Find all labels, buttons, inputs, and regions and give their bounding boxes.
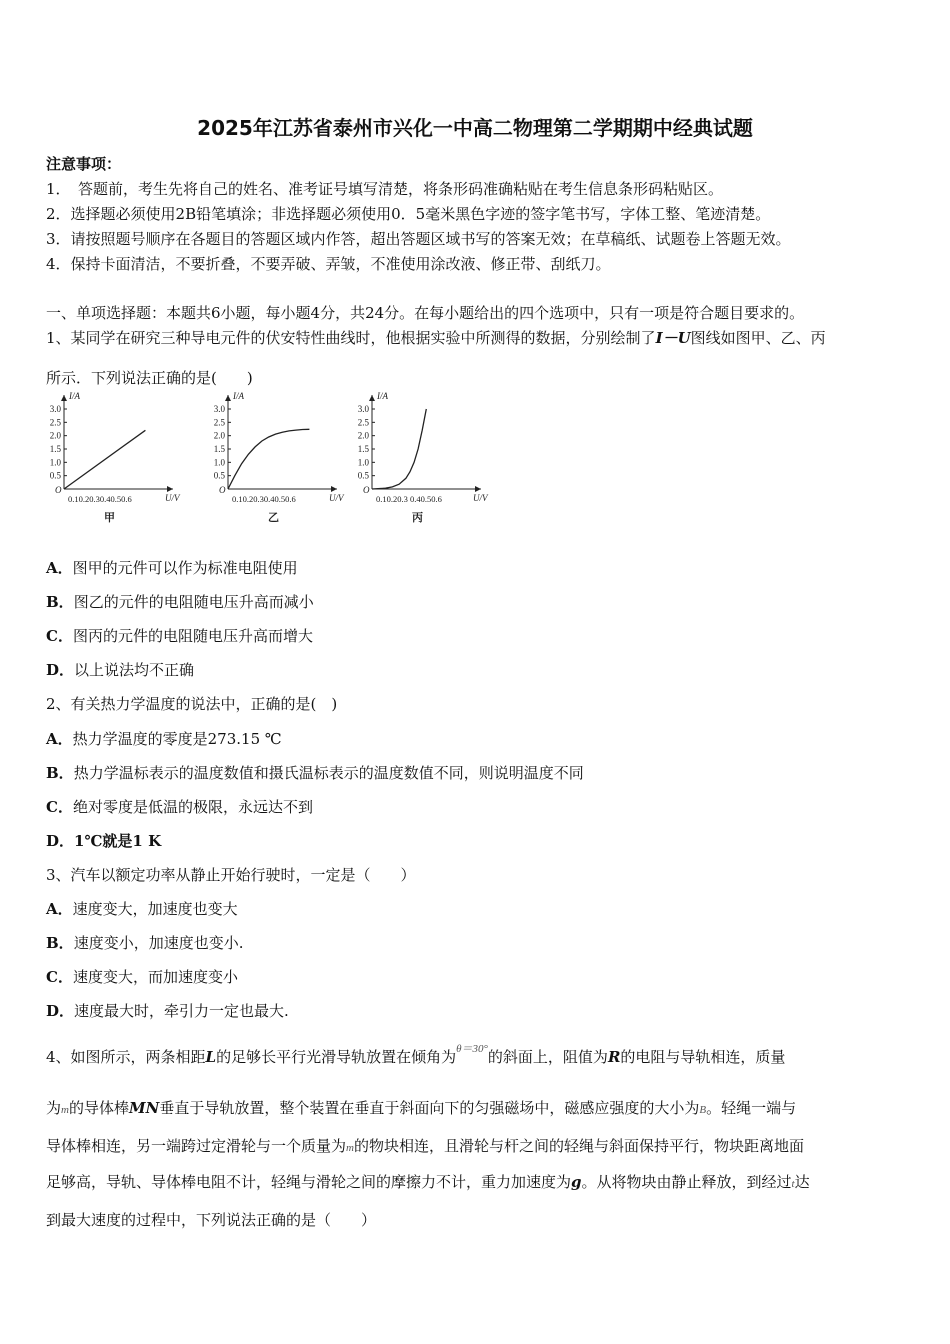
y-tick-label: 2.5 (49, 417, 61, 428)
y-tick-label: 2.5 (357, 417, 369, 428)
option-letter: D． (46, 832, 75, 850)
question-4-line-2 (46, 1097, 796, 1118)
section-heading: 一、单项选择题：本题共6小题，每小题4分，共24分。在每小题给出的四个选项中，只有一项是符合题目要求的。 (46, 304, 805, 322)
y-tick-label: 1.5 (357, 444, 369, 454)
y-tick-label: 0.5 (357, 470, 369, 481)
q4-text: 垂直于导轨放置，整个装置在垂直于斜面向下的匀强磁场中，磁感应强度的大小为 (159, 1099, 700, 1117)
graph-jia-svg (44, 392, 189, 527)
q3-option-a (46, 898, 238, 919)
q1-option-a (46, 557, 298, 578)
symbol-g: g (571, 1173, 582, 1191)
q2-option-b (46, 762, 584, 783)
option-letter: C． (46, 627, 73, 645)
formula-theta: θ＝30° (456, 1043, 488, 1055)
q4-text: 足够高，导轨、导体棒电阻不计，轻绳与滑轮之间的摩擦力不计，重力加速度为 (46, 1173, 572, 1191)
option-text: 热力学温度的零度是273.15 ℃ (72, 730, 282, 748)
graph-caption: 甲 (104, 512, 115, 524)
option-text: 图丙的元件的电阻随电压升高而增大 (72, 627, 313, 645)
y-tick-label: 1.5 (49, 444, 61, 454)
notes-heading: 注意事项： (46, 155, 122, 173)
symbol-L: L (205, 1048, 217, 1066)
q2-option-a (46, 728, 282, 749)
y-tick-label: 1.5 (213, 444, 225, 454)
symbol-m: m (61, 1104, 69, 1116)
q1-option-c (46, 625, 313, 646)
q3-option-b (46, 932, 243, 953)
y-tick-label: 1.0 (49, 457, 61, 468)
option-letter: B． (46, 764, 74, 782)
q4-text: 为 (46, 1099, 62, 1117)
q1-option-b (46, 591, 314, 612)
iu-symbol: I－U (655, 329, 691, 347)
symbol-B: B (699, 1104, 707, 1116)
y-tick-label: 2.0 (213, 430, 225, 441)
question-4-line-4 (46, 1171, 810, 1192)
y-tick-label: 3.0 (357, 404, 369, 414)
x-axis-arrow (167, 486, 173, 492)
question-1-stem-cont: 所示．下列说法正确的是( ) (46, 369, 253, 387)
y-tick-label: 3.0 (49, 404, 61, 414)
option-text: 1℃就是1 K (74, 832, 162, 850)
y-axis-arrow (369, 395, 375, 401)
option-text: 速度最大时，牵引力一定也最大. (74, 1002, 289, 1020)
q4-text: 。从将物块由静止释放，到经过 (581, 1173, 792, 1191)
symbol-t: t (791, 1178, 795, 1190)
option-text: 图乙的元件的电阻随电压升高而减小 (73, 593, 314, 611)
iu-curve (228, 429, 309, 489)
option-text: 速度变大，而加速度变小 (72, 968, 238, 986)
q1-option-d (46, 659, 194, 680)
option-letter: B． (46, 593, 74, 611)
option-text: 绝对零度是低温的极限，永远达不到 (72, 798, 313, 816)
symbol-m: m (346, 1142, 354, 1154)
option-letter: A． (46, 730, 73, 748)
symbol-R: R (607, 1048, 621, 1066)
y-axis-arrow (61, 395, 67, 401)
q3-option-c (46, 966, 238, 987)
q4-text: 。轻绳一端与 (706, 1099, 797, 1117)
option-text: 速度变小，加速度也变小. (73, 934, 244, 952)
y-tick-label: 1.0 (357, 457, 369, 468)
note-item: 3．请按照题号顺序在各题目的答题区域内作答，超出答题区域书写的答案无效；在草稿纸、试题卷上答题无效。 (46, 230, 791, 248)
graph-bing-svg (342, 392, 502, 527)
q4-text: 4、如图所示，两条相距 (46, 1048, 206, 1066)
x-tick-labels: 0.10.20.30.40.50.6 (232, 494, 296, 504)
q2-option-d (46, 830, 161, 851)
origin-label: O (55, 485, 62, 495)
q4-text: 的导体棒 (68, 1099, 129, 1117)
note-item: 1． 答题前，考生先将自己的姓名、准考证号填写清楚，将条形码准确粘贴在考生信息条形码粘贴区。 (46, 180, 724, 198)
question-2-stem: 2、有关热力学温度的说法中，正确的是( ) (46, 695, 338, 713)
q4-text: 的物块相连，且滑轮与杆之间的轻绳与斜面保持平行，物块距离地面 (353, 1137, 804, 1155)
y-tick-label: 3.0 (213, 404, 225, 414)
option-text: 图甲的元件可以作为标准电阻使用 (72, 559, 298, 577)
question-4-line-5: 到最大速度的过程中，下列说法正确的是（ ） (46, 1211, 377, 1229)
option-text: 以上说法均不正确 (74, 661, 195, 679)
iu-curve (372, 409, 426, 489)
graph-yi (204, 392, 349, 531)
y-axis-arrow (225, 395, 231, 401)
q4-text: 导体棒相连，另一端跨过定滑轮与一个质量为 (46, 1137, 347, 1155)
symbol-MN: MN (128, 1099, 160, 1117)
q4-text: 的斜面上，阻值为 (487, 1048, 608, 1066)
iu-curve (64, 430, 145, 489)
y-tick-label: 1.0 (213, 457, 225, 468)
q1-stem-part: 图线如图甲、乙、丙 (690, 329, 826, 347)
question-3-stem: 3、汽车以额定功率从静止开始行驶时，一定是（ ） (46, 866, 416, 884)
question-4-line-1 (46, 1043, 786, 1067)
option-text: 速度变大，加速度也变大 (72, 900, 238, 918)
option-letter: C． (46, 798, 73, 816)
page-title: 2025年江苏省泰州市兴化一中高二物理第二学期期中经典试题 (197, 116, 753, 140)
x-tick-labels: 0.10.20.30.40.50.6 (68, 494, 132, 504)
graph-jia (44, 392, 189, 531)
x-axis-label: U/V (473, 493, 488, 503)
option-letter: C． (46, 968, 73, 986)
option-letter: B． (46, 934, 74, 952)
y-tick-label: 0.5 (213, 470, 225, 481)
q2-option-c (46, 796, 313, 817)
x-axis-label: U/V (165, 493, 180, 503)
y-tick-label: 2.5 (213, 417, 225, 428)
y-axis-label: I/A (233, 392, 244, 401)
y-tick-label: 2.0 (49, 430, 61, 441)
y-axis-label: I/A (69, 392, 80, 401)
note-item: 2．选择题必须使用2B铅笔填涂；非选择题必须使用0．5毫米黑色字迹的签字笔书写，字体工整、笔迹清楚。 (46, 205, 771, 223)
q4-text: 的电阻与导轨相连，质量 (620, 1048, 786, 1066)
q4-text: 的足够长平行光滑导轨放置在倾角为 (216, 1048, 457, 1066)
x-axis-arrow (331, 486, 337, 492)
y-axis-label: I/A (377, 392, 388, 401)
y-tick-label: 2.0 (357, 430, 369, 441)
question-1-stem (46, 327, 826, 348)
x-tick-labels: 0.10.20.3 0.40.50.6 (376, 494, 442, 504)
option-letter: D． (46, 1002, 75, 1020)
graph-bing (342, 392, 502, 531)
q3-option-d (46, 1000, 289, 1021)
graph-caption: 丙 (412, 512, 423, 524)
graph-yi-svg (204, 392, 349, 527)
origin-label: O (219, 485, 226, 495)
graph-caption: 乙 (268, 512, 279, 524)
option-letter: A． (46, 900, 73, 918)
option-letter: D． (46, 661, 75, 679)
option-letter: A． (46, 559, 73, 577)
q4-text: 达 (794, 1173, 810, 1191)
x-axis-label: U/V (329, 493, 344, 503)
y-tick-label: 0.5 (49, 470, 61, 481)
note-item: 4．保持卡面清洁，不要折叠，不要弄破、弄皱，不准使用涂改液、修正带、刮纸刀。 (46, 255, 611, 273)
question-4-line-3 (46, 1135, 804, 1156)
q1-stem-part: 1、某同学在研究三种导电元件的伏安特性曲线时，他根据实验中所测得的数据，分别绘制了 (46, 329, 656, 347)
option-text: 热力学温标表示的温度数值和摄氏温标表示的温度数值不同，则说明温度不同 (73, 764, 584, 782)
x-axis-arrow (475, 486, 481, 492)
origin-label: O (363, 485, 370, 495)
